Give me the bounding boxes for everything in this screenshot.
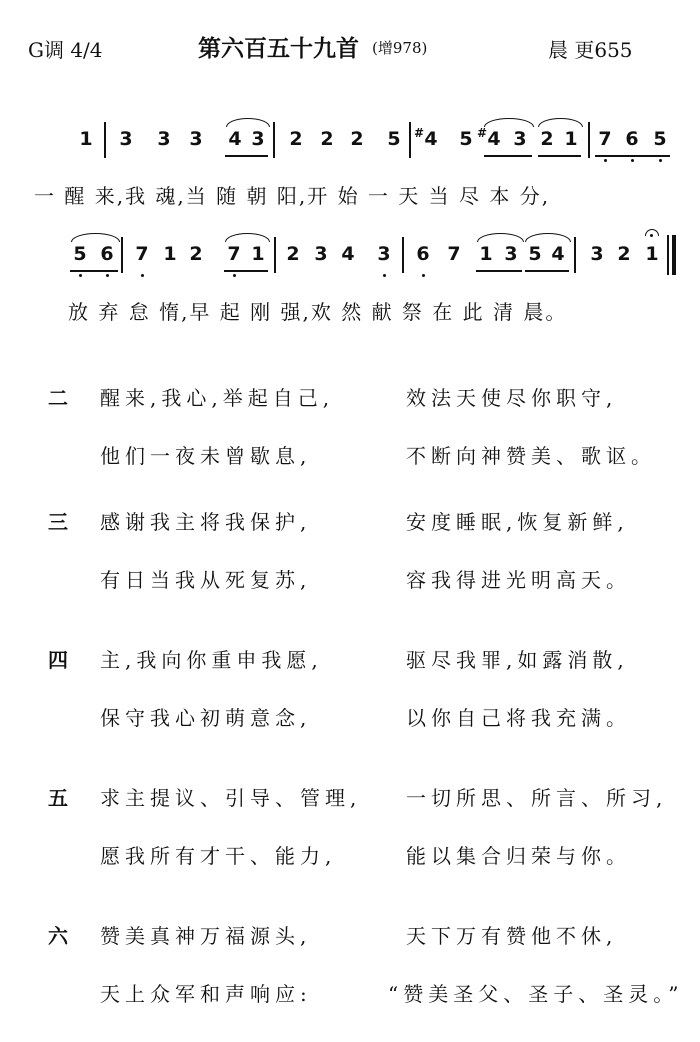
barline bbox=[667, 235, 669, 275]
verse-line: 效法天使尽你职守, bbox=[406, 386, 618, 410]
barline bbox=[672, 235, 676, 275]
verse-line: 天下万有赞他不休, bbox=[406, 924, 618, 948]
barline bbox=[588, 122, 590, 158]
beam-underline bbox=[538, 155, 581, 157]
sharp-accidental: # bbox=[414, 126, 425, 140]
score2-note: 7 bbox=[447, 243, 461, 265]
tie-slur bbox=[226, 118, 270, 127]
score2-note: 3 bbox=[314, 243, 328, 265]
beam-underline bbox=[525, 270, 569, 272]
score2-note: 2 bbox=[617, 243, 631, 265]
score2-note: 5 bbox=[73, 243, 87, 265]
score1-note: 6 bbox=[625, 128, 639, 150]
score1-note: 2 bbox=[320, 128, 334, 150]
verse-line: 能以集合归荣与你。 bbox=[406, 844, 631, 868]
verse-number: 二 bbox=[48, 386, 68, 410]
verse-line: “赞美圣父、圣子、圣灵。” bbox=[388, 982, 684, 1006]
score1-note: 3 bbox=[119, 128, 133, 150]
tie-slur bbox=[477, 233, 524, 242]
sharp-accidental: # bbox=[477, 126, 488, 140]
barline bbox=[574, 237, 576, 273]
barline bbox=[121, 237, 123, 273]
barline bbox=[273, 122, 275, 158]
score1-note: 4 bbox=[228, 128, 242, 150]
score1-note: 3 bbox=[513, 128, 527, 150]
tie-slur bbox=[71, 233, 120, 242]
score1-note: 4 # bbox=[477, 126, 501, 150]
tie-slur bbox=[484, 118, 534, 127]
score2-note: 5 bbox=[528, 243, 542, 265]
hymn-title: 第六百五十九首 bbox=[198, 35, 359, 62]
score1-note: 5 bbox=[387, 128, 401, 150]
score2-note: 2 bbox=[189, 243, 203, 265]
low-octave-dot bbox=[106, 274, 109, 277]
low-octave-dot bbox=[383, 274, 386, 277]
score1-note: 5 bbox=[459, 128, 473, 150]
score1-note: 1 bbox=[79, 128, 93, 150]
verse-line: 赞美真神万福源头, bbox=[100, 924, 312, 948]
barline bbox=[104, 122, 106, 158]
score1-note: 1 bbox=[564, 128, 578, 150]
low-octave-dot bbox=[604, 159, 607, 162]
verse-number: 三 bbox=[48, 510, 68, 534]
verse-line: 他们一夜未曾歇息, bbox=[100, 444, 312, 468]
score1-note: 7 bbox=[598, 128, 612, 150]
verse-number: 六 bbox=[48, 924, 68, 948]
score1-note: 5 bbox=[653, 128, 667, 150]
beam-underline bbox=[484, 155, 532, 157]
score1-note: 3 bbox=[157, 128, 171, 150]
low-octave-dot bbox=[422, 274, 425, 277]
score2-note: 1 bbox=[251, 243, 265, 265]
verse-line: 感谢我主将我保护, bbox=[100, 510, 312, 534]
score2-note: 6 bbox=[100, 243, 114, 265]
verse-line: 一切所思、所言、所习, bbox=[406, 786, 668, 810]
score1-note: 4 # bbox=[414, 126, 438, 150]
beam-underline bbox=[595, 155, 670, 157]
verse-number: 五 bbox=[48, 786, 68, 810]
verse-line: 保守我心初萌意念, bbox=[100, 706, 312, 730]
score-lyrics-line-1: 一 醒 来,我 魂,当 随 朝 阳,开 始 一 天 当 尽 本 分, bbox=[34, 184, 551, 208]
score2-note: 1 bbox=[479, 243, 493, 265]
low-octave-dot bbox=[659, 159, 662, 162]
beam-underline bbox=[225, 155, 268, 157]
score1-note: 2 bbox=[350, 128, 364, 150]
low-octave-dot bbox=[141, 274, 144, 277]
beam-underline bbox=[224, 270, 268, 272]
verse-number: 四 bbox=[48, 648, 68, 672]
verse-line: 醒来,我心,举起自己, bbox=[100, 386, 335, 410]
verse-line: 容我得进光明高天。 bbox=[406, 568, 631, 592]
verse-line: 驱尽我罪,如露消散, bbox=[406, 648, 629, 672]
verse-line: 天上众军和声响应: bbox=[100, 982, 312, 1006]
score2-note: 3 bbox=[377, 243, 391, 265]
verse-line: 有日当我从死复苏, bbox=[100, 568, 312, 592]
key-signature: G调 4/4 bbox=[28, 38, 103, 62]
score1-note: 3 bbox=[189, 128, 203, 150]
score2-note: 1 bbox=[645, 243, 659, 265]
score1-note: 3 bbox=[251, 128, 265, 150]
tie-slur bbox=[525, 233, 571, 242]
score2-note: 2 bbox=[286, 243, 300, 265]
score2-note: 7 bbox=[135, 243, 149, 265]
score2-note: 4 bbox=[341, 243, 355, 265]
low-octave-dot bbox=[233, 274, 236, 277]
score-lyrics-line-2: 放 弃 怠 惰,早 起 刚 强,欢 然 献 祭 在 此 清 晨。 bbox=[68, 300, 568, 324]
score2-note: 4 bbox=[551, 243, 565, 265]
barline bbox=[409, 122, 411, 158]
verse-line: 主,我向你重申我愿, bbox=[100, 648, 323, 672]
verse-line: 不断向神赞美、歌讴。 bbox=[406, 444, 656, 468]
tie-slur bbox=[538, 118, 583, 127]
verse-line: 安度睡眠,恢复新鲜, bbox=[406, 510, 629, 534]
score2-note: 3 bbox=[590, 243, 604, 265]
low-octave-dot bbox=[79, 274, 82, 277]
score2-note: 1 bbox=[163, 243, 177, 265]
hymn-number: (增978) bbox=[372, 39, 428, 57]
score1-note: 2 bbox=[540, 128, 554, 150]
barline bbox=[402, 237, 404, 273]
low-octave-dot bbox=[631, 159, 634, 162]
score2-note: 7 bbox=[227, 243, 241, 265]
tie-slur bbox=[225, 233, 270, 242]
beam-underline bbox=[476, 270, 522, 272]
tune-name: 晨 更655 bbox=[548, 38, 633, 62]
beam-underline bbox=[70, 270, 118, 272]
fermata-dot bbox=[650, 234, 653, 237]
score2-note: 3 bbox=[504, 243, 518, 265]
barline bbox=[274, 237, 276, 273]
score1-note: 2 bbox=[289, 128, 303, 150]
verse-line: 求主提议、引导、管理, bbox=[100, 786, 362, 810]
verse-line: 以你自己将我充满。 bbox=[406, 706, 631, 730]
verse-line: 愿我所有才干、能力, bbox=[100, 844, 337, 868]
score2-note: 6 bbox=[416, 243, 430, 265]
